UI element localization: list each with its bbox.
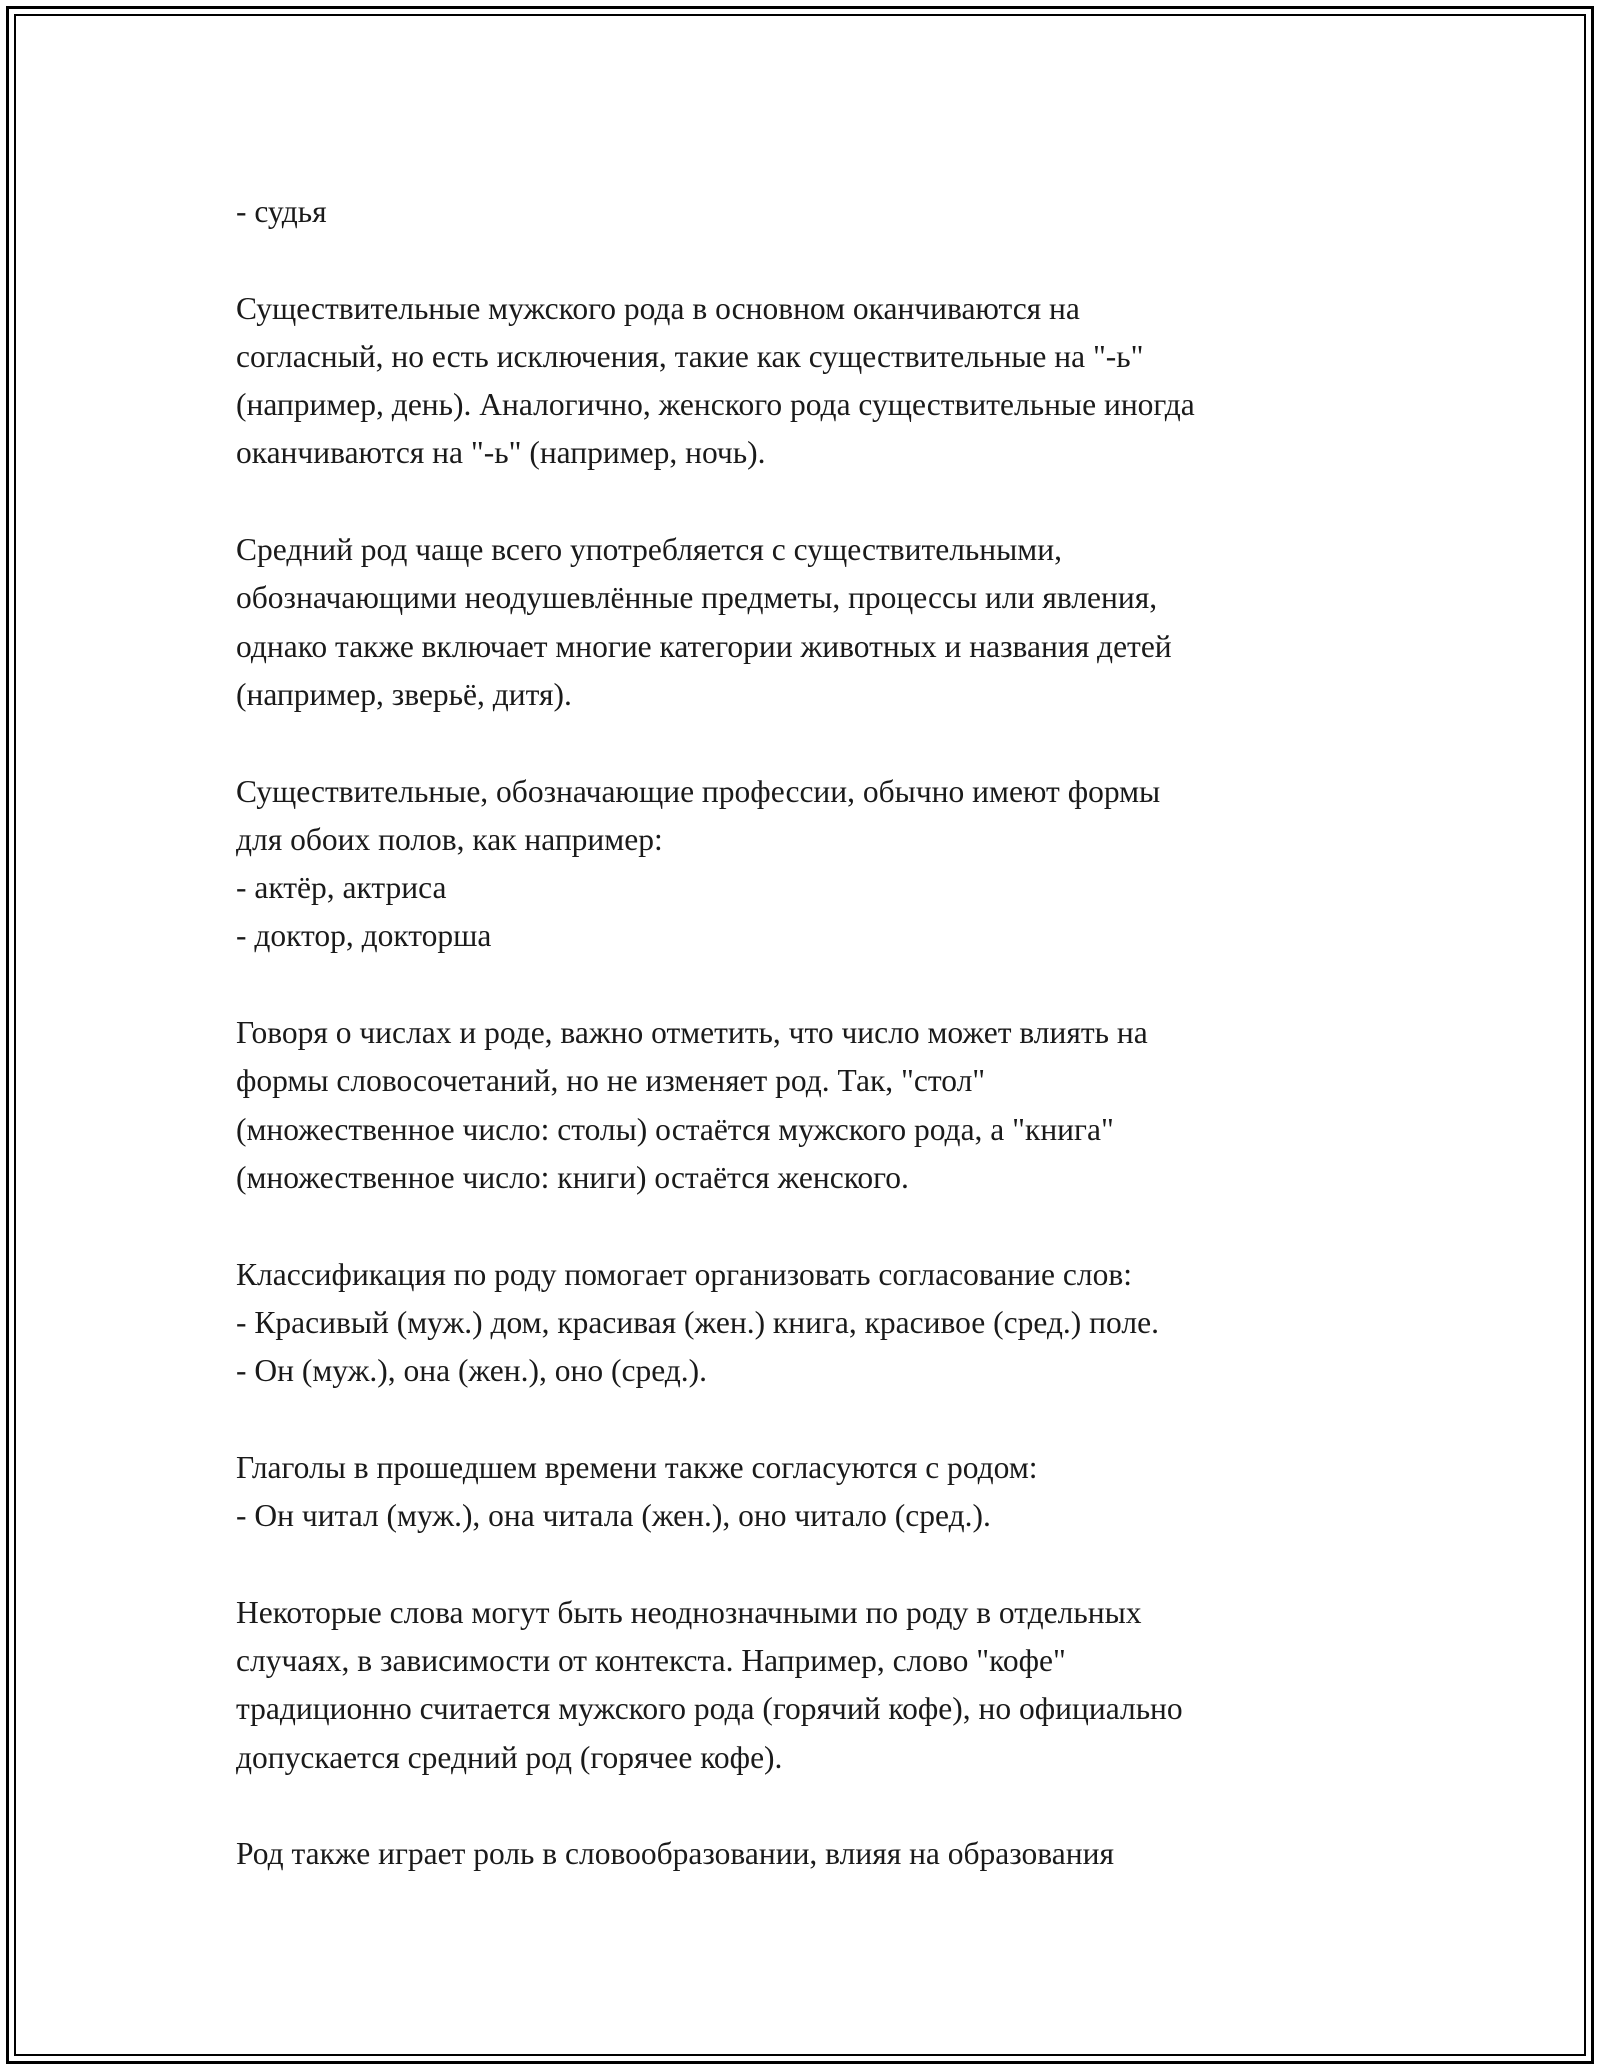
text-line: согласный, но есть исключения, такие как существительные на "-ь"	[236, 338, 1144, 374]
paragraph	[236, 1830, 1416, 1878]
text-line: для обоих полов, как например:	[236, 821, 663, 857]
paragraph	[236, 1251, 1416, 1396]
text-line: Говоря о числах и роде, важно отметить, что число может влиять на	[236, 1015, 1148, 1051]
text-line: Род также играет роль в словообразовании, влияя на образования	[236, 1836, 1114, 1872]
text-line: - Он (муж.), она (жен.), оно (сред.).	[236, 1353, 708, 1389]
text-line: Глаголы в прошедшем времени также согласуются с родом:	[236, 1449, 1038, 1485]
text-line: (множественное число: книги) остаётся женского.	[236, 1159, 909, 1195]
text-line: (например, зверьё, дитя).	[236, 676, 572, 712]
text-line: - доктор, докторша	[236, 918, 492, 954]
text-line: - судья	[236, 194, 327, 229]
paragraph	[236, 1444, 1416, 1541]
text-line: Некоторые слова могут быть неоднозначными по роду в отдельных	[236, 1594, 1142, 1630]
paragraph	[236, 188, 1416, 236]
text-line: Существительные мужского рода в основном оканчиваются на	[236, 290, 1080, 326]
text-line: (например, день). Аналогично, женского рода существительные иногда	[236, 387, 1195, 423]
text-line: (множественное число: столы) остаётся мужского рода, а "книга"	[236, 1111, 1114, 1147]
text-line: Средний род чаще всего употребляется с существительными,	[236, 532, 1062, 568]
text-line: Существительные, обозначающие профессии, обычно имеют формы	[236, 773, 1161, 809]
text-line: традиционно считается мужского рода (горячий кофе), но официально	[236, 1691, 1183, 1727]
text-line: обозначающими неодушевлённые предметы, процессы или явления,	[236, 580, 1158, 616]
text-line: - Красивый (муж.) дом, красивая (жен.) книга, красивое (сред.) поле.	[236, 1304, 1159, 1340]
document-body	[236, 188, 1416, 1927]
text-line: - актёр, актриса	[236, 870, 447, 906]
text-line: допускается средний род (горячее кофе).	[236, 1739, 783, 1775]
text-line: - Он читал (муж.), она читала (жен.), оно читало (сред.).	[236, 1498, 991, 1534]
text-line: однако также включает многие категории животных и названия детей	[236, 628, 1172, 664]
text-line: формы словосочетаний, но не изменяет род. Так, "стол"	[236, 1063, 986, 1099]
paragraph	[236, 285, 1416, 478]
text-line: оканчиваются на "-ь" (например, ночь).	[236, 435, 766, 471]
text-line: Классификация по роду помогает организовать согласование слов:	[236, 1256, 1132, 1292]
paragraph	[236, 1009, 1416, 1202]
paragraph	[236, 768, 1416, 961]
paragraph	[236, 1589, 1416, 1782]
paragraph	[236, 526, 1416, 719]
text-line: случаях, в зависимости от контекста. Например, слово "кофе"	[236, 1642, 1066, 1678]
